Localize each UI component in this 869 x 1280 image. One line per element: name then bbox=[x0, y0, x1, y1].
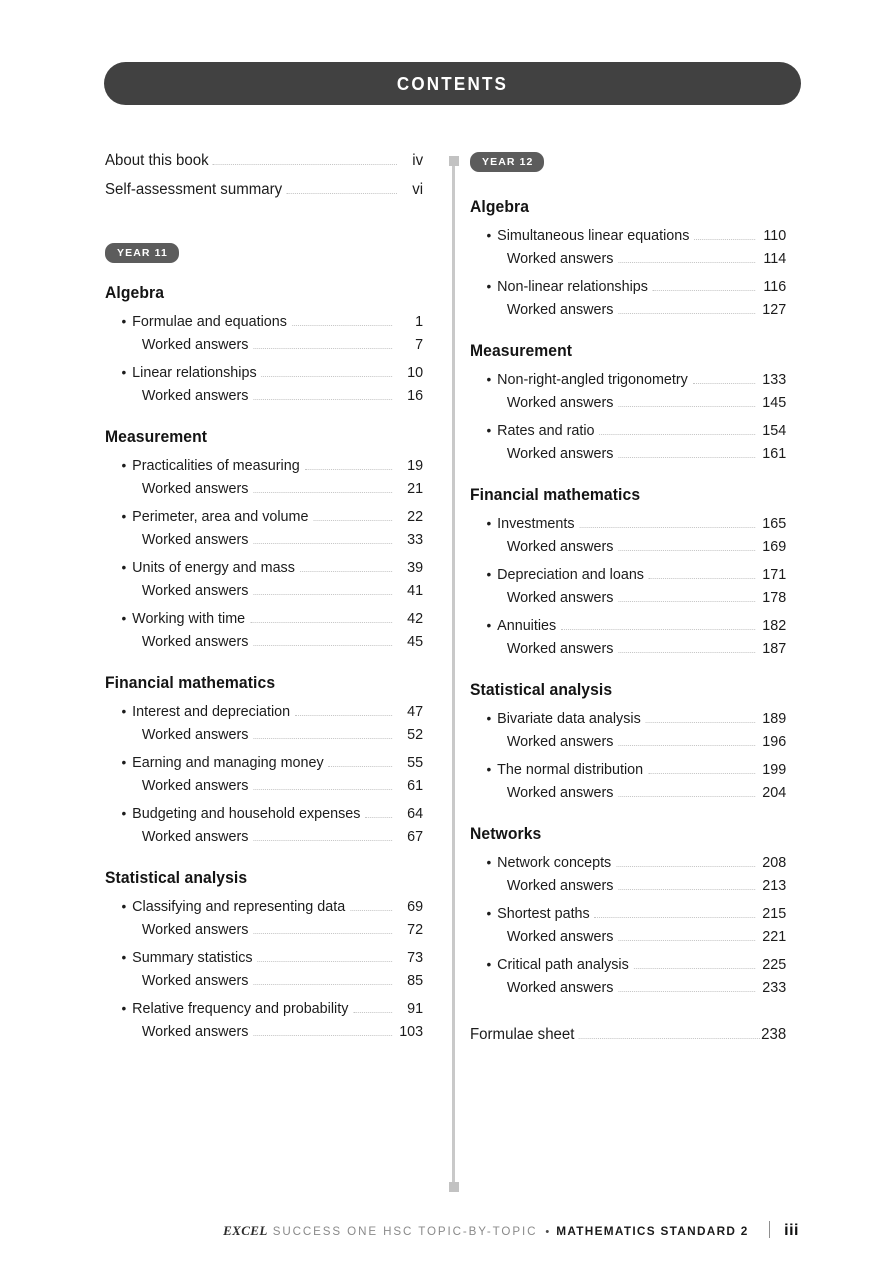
toc-entry-label: Simultaneous linear equations bbox=[497, 228, 690, 244]
toc-page-number: 67 bbox=[407, 829, 424, 845]
toc-tail-row[interactable] bbox=[470, 1026, 786, 1044]
toc-topic-row[interactable] bbox=[470, 567, 786, 583]
toc-entry-label: Worked answers bbox=[506, 641, 614, 657]
dot-leader bbox=[693, 383, 755, 384]
dot-leader bbox=[618, 652, 755, 653]
column-divider bbox=[452, 158, 455, 1190]
toc-entry-label: Worked answers bbox=[141, 727, 249, 743]
toc-page-number: iv bbox=[412, 152, 424, 169]
toc-page-number: 199 bbox=[762, 762, 787, 778]
dot-leader bbox=[599, 434, 755, 435]
dot-leader bbox=[618, 313, 755, 314]
dot-leader bbox=[213, 164, 397, 165]
toc-entry-row[interactable] bbox=[105, 337, 423, 353]
toc-entry-label: Worked answers bbox=[506, 734, 614, 750]
toc-topic-row[interactable] bbox=[105, 806, 423, 822]
bullet-icon: • bbox=[486, 371, 492, 387]
dot-leader bbox=[618, 457, 755, 458]
toc-entry-label: Network concepts bbox=[497, 855, 612, 871]
dot-leader bbox=[618, 889, 755, 890]
toc-entry-label: Earning and managing money bbox=[132, 755, 324, 771]
toc-page-number: 213 bbox=[762, 878, 787, 894]
bullet-icon: • bbox=[121, 364, 127, 380]
toc-page-number: 47 bbox=[407, 704, 424, 720]
toc-topic-row[interactable] bbox=[470, 957, 786, 973]
dot-leader bbox=[648, 773, 755, 774]
toc-section bbox=[470, 825, 796, 996]
dot-leader bbox=[313, 520, 392, 521]
toc-entry-label: Rates and ratio bbox=[497, 423, 595, 439]
toc-entry-label: Worked answers bbox=[506, 980, 614, 996]
dot-leader bbox=[305, 469, 393, 470]
dot-leader bbox=[253, 492, 392, 493]
toc-entry-label: The normal distribution bbox=[497, 762, 644, 778]
right-sections bbox=[470, 198, 796, 996]
bullet-icon: • bbox=[121, 508, 127, 524]
toc-entry-label: Worked answers bbox=[141, 583, 249, 599]
toc-entry-label: Non-right-angled trigonometry bbox=[497, 372, 688, 388]
toc-entry-row[interactable] bbox=[470, 446, 786, 462]
toc-page-number: 178 bbox=[762, 590, 787, 606]
dot-leader bbox=[257, 961, 392, 962]
year-badge-11: YEAR 11 bbox=[105, 243, 179, 263]
toc-entry-row[interactable] bbox=[470, 302, 786, 318]
toc-section bbox=[470, 681, 796, 801]
toc-page-number: 221 bbox=[762, 929, 787, 945]
footer-page-number: iii bbox=[784, 1222, 799, 1239]
toc-topic-row[interactable] bbox=[105, 314, 423, 330]
toc-page-number: 196 bbox=[762, 734, 787, 750]
dot-leader bbox=[295, 715, 392, 716]
toc-topic-row[interactable] bbox=[105, 365, 423, 381]
bullet-icon: • bbox=[486, 761, 492, 777]
toc-page-number: 39 bbox=[407, 560, 424, 576]
bullet-icon: • bbox=[486, 617, 492, 633]
dot-leader bbox=[561, 629, 755, 630]
dot-leader bbox=[649, 578, 755, 579]
toc-page-number: 91 bbox=[407, 1001, 424, 1017]
dot-leader bbox=[253, 1035, 392, 1036]
toc-entry-label: About this book bbox=[105, 152, 209, 169]
toc-entry-row[interactable] bbox=[105, 583, 423, 599]
toc-entry-label: Worked answers bbox=[141, 1024, 249, 1040]
toc-entry-label: Worked answers bbox=[506, 878, 614, 894]
toc-entry-row[interactable] bbox=[105, 778, 423, 794]
toc-entry-row[interactable] bbox=[105, 727, 423, 743]
toc-entry-label: Worked answers bbox=[506, 302, 614, 318]
footer-divider-rule bbox=[769, 1221, 771, 1238]
dot-leader bbox=[618, 406, 755, 407]
toc-page-number: 154 bbox=[762, 423, 787, 439]
toc-entry-label: Worked answers bbox=[141, 778, 249, 794]
toc-left-column bbox=[105, 152, 433, 1040]
toc-entry-row[interactable] bbox=[470, 395, 786, 411]
toc-entry-label: Worked answers bbox=[506, 785, 614, 801]
toc-entry-label: Depreciation and loans bbox=[497, 567, 644, 583]
dot-leader bbox=[261, 376, 392, 377]
dot-leader bbox=[579, 527, 755, 528]
toc-entry-label: Investments bbox=[497, 516, 575, 532]
dot-leader bbox=[253, 348, 392, 349]
bullet-icon: • bbox=[121, 805, 127, 821]
toc-entry-label: Critical path analysis bbox=[497, 957, 629, 973]
dot-leader bbox=[646, 722, 756, 723]
toc-page-number: 16 bbox=[407, 388, 424, 404]
toc-entry-row[interactable] bbox=[470, 539, 786, 555]
toc-page-number: 187 bbox=[762, 641, 787, 657]
dot-leader bbox=[300, 571, 392, 572]
toc-page-number: 45 bbox=[407, 634, 424, 650]
toc-entry-row[interactable] bbox=[470, 785, 786, 801]
toc-section-heading: Financial mathematics bbox=[105, 674, 276, 692]
toc-section bbox=[470, 342, 796, 462]
toc-page-number: 133 bbox=[762, 372, 787, 388]
toc-page-number: 61 bbox=[407, 778, 424, 794]
toc-topic-row[interactable] bbox=[105, 509, 423, 525]
toc-entry-label: Interest and depreciation bbox=[132, 704, 291, 720]
footer-separator-dot: • bbox=[545, 1226, 550, 1238]
toc-entry-row[interactable] bbox=[105, 481, 423, 497]
toc-page-number: 189 bbox=[762, 711, 787, 727]
toc-entry-label: Classifying and representing data bbox=[132, 899, 346, 915]
toc-topic-row[interactable] bbox=[470, 228, 786, 244]
dot-leader bbox=[618, 550, 755, 551]
toc-entry-label: Perimeter, area and volume bbox=[132, 509, 309, 525]
bullet-icon: • bbox=[486, 422, 492, 438]
toc-entry-label: Worked answers bbox=[141, 634, 249, 650]
toc-entry-label: Worked answers bbox=[141, 337, 249, 353]
toc-page-number: 10 bbox=[407, 365, 424, 381]
toc-entry-label: Working with time bbox=[132, 611, 246, 627]
toc-page-number: 215 bbox=[762, 906, 787, 922]
toc-entry-label: Worked answers bbox=[141, 388, 249, 404]
toc-entry-label: Non-linear relationships bbox=[497, 279, 648, 295]
toc-entry-row[interactable] bbox=[105, 829, 423, 845]
toc-entry-row[interactable] bbox=[105, 1024, 423, 1040]
toc-section bbox=[105, 674, 433, 845]
dot-leader bbox=[618, 940, 755, 941]
toc-entry-row[interactable] bbox=[105, 181, 423, 199]
toc-page-number: 114 bbox=[763, 251, 787, 267]
dot-leader bbox=[250, 622, 392, 623]
toc-topic-row[interactable] bbox=[470, 279, 786, 295]
right-tail-entries bbox=[470, 1026, 796, 1044]
bullet-icon: • bbox=[486, 710, 492, 726]
toc-page-number: 145 bbox=[762, 395, 787, 411]
dot-leader bbox=[350, 910, 392, 911]
dot-leader bbox=[595, 917, 756, 918]
toc-entry-label: Worked answers bbox=[506, 539, 614, 555]
toc-entry-label: Worked answers bbox=[506, 590, 614, 606]
contents-header-bar bbox=[104, 62, 801, 105]
toc-entry-row[interactable] bbox=[470, 878, 786, 894]
toc-page-number: 161 bbox=[762, 446, 787, 462]
toc-section bbox=[105, 869, 433, 1040]
toc-topic-row[interactable] bbox=[105, 560, 423, 576]
toc-entry-label: Units of energy and mass bbox=[132, 560, 295, 576]
toc-entry-row[interactable] bbox=[105, 532, 423, 548]
toc-page-number: 171 bbox=[762, 567, 787, 583]
bullet-icon: • bbox=[121, 1000, 127, 1016]
dot-leader bbox=[253, 933, 392, 934]
toc-section bbox=[105, 284, 433, 404]
toc-entry-label: Worked answers bbox=[141, 829, 249, 845]
dot-leader bbox=[253, 984, 392, 985]
toc-section bbox=[470, 486, 796, 657]
toc-page-number: 21 bbox=[407, 481, 424, 497]
dot-leader bbox=[616, 866, 755, 867]
toc-entry-row[interactable] bbox=[470, 590, 786, 606]
dot-leader bbox=[578, 1038, 760, 1039]
bullet-icon: • bbox=[486, 278, 492, 294]
toc-entry-label: Practicalities of measuring bbox=[132, 458, 300, 474]
toc-topic-row[interactable] bbox=[470, 711, 786, 727]
bullet-icon: • bbox=[486, 956, 492, 972]
toc-topic-row[interactable] bbox=[470, 372, 786, 388]
toc-section-heading: Statistical analysis bbox=[105, 869, 248, 887]
toc-page-number: 127 bbox=[762, 302, 787, 318]
toc-page-number: 208 bbox=[762, 855, 787, 871]
toc-page-number: 204 bbox=[762, 785, 787, 801]
toc-page-number: 42 bbox=[407, 611, 424, 627]
toc-entry-label: Worked answers bbox=[506, 929, 614, 945]
toc-page-number: 169 bbox=[762, 539, 787, 555]
toc-page-number: 116 bbox=[763, 279, 787, 295]
toc-topic-row[interactable] bbox=[105, 1001, 423, 1017]
toc-topic-row[interactable] bbox=[470, 855, 786, 871]
toc-entry-label: Shortest paths bbox=[497, 906, 590, 922]
dot-leader bbox=[618, 601, 755, 602]
toc-entry-row[interactable] bbox=[105, 388, 423, 404]
dot-leader bbox=[253, 645, 392, 646]
toc-topic-row[interactable] bbox=[105, 755, 423, 771]
bullet-icon: • bbox=[121, 610, 127, 626]
dot-leader bbox=[253, 543, 392, 544]
toc-entry-row[interactable] bbox=[105, 973, 423, 989]
dot-leader bbox=[353, 1012, 392, 1013]
toc-entry-label: Annuities bbox=[497, 618, 557, 634]
toc-page-number: 22 bbox=[407, 509, 424, 525]
toc-topic-row[interactable] bbox=[470, 423, 786, 439]
toc-entry-row[interactable] bbox=[105, 922, 423, 938]
toc-page-number: vi bbox=[412, 181, 424, 198]
dot-leader bbox=[634, 968, 756, 969]
bullet-icon: • bbox=[486, 515, 492, 531]
bullet-icon: • bbox=[121, 457, 127, 473]
front-matter-list bbox=[105, 152, 433, 199]
dot-leader bbox=[618, 745, 755, 746]
toc-page-number: 7 bbox=[415, 337, 424, 353]
toc-page-number: 233 bbox=[762, 980, 787, 996]
dot-leader bbox=[292, 325, 392, 326]
dot-leader bbox=[253, 840, 392, 841]
toc-topic-row[interactable] bbox=[105, 458, 423, 474]
dot-leader bbox=[253, 738, 392, 739]
toc-entry-row[interactable] bbox=[105, 634, 423, 650]
footer-series: SUCCESS ONE HSC TOPIC-BY-TOPIC bbox=[272, 1225, 538, 1238]
toc-page-number: 69 bbox=[407, 899, 424, 915]
toc-page-number: 110 bbox=[763, 228, 787, 244]
toc-entry-row[interactable] bbox=[470, 734, 786, 750]
toc-entry-label: Linear relationships bbox=[132, 365, 257, 381]
left-sections bbox=[105, 284, 433, 1040]
toc-entry-label: Bivariate data analysis bbox=[497, 711, 641, 727]
toc-page-number: 72 bbox=[407, 922, 424, 938]
toc-page-number: 1 bbox=[415, 314, 424, 330]
toc-entry-row[interactable] bbox=[470, 251, 786, 267]
bullet-icon: • bbox=[486, 905, 492, 921]
bullet-icon: • bbox=[121, 898, 127, 914]
toc-section-heading: Networks bbox=[470, 825, 542, 843]
toc-entry-label: Self-assessment summary bbox=[105, 181, 283, 198]
toc-entry-label: Formulae sheet bbox=[470, 1026, 575, 1043]
page-footer bbox=[0, 1218, 869, 1240]
toc-section-heading: Statistical analysis bbox=[470, 681, 613, 699]
dot-leader bbox=[618, 796, 755, 797]
toc-page-number: 225 bbox=[762, 957, 787, 973]
bullet-icon: • bbox=[121, 313, 127, 329]
bullet-icon: • bbox=[121, 949, 127, 965]
dot-leader bbox=[329, 766, 393, 767]
toc-entry-label: Summary statistics bbox=[132, 950, 253, 966]
toc-topic-row[interactable] bbox=[470, 516, 786, 532]
toc-topic-row[interactable] bbox=[470, 906, 786, 922]
toc-page-number: 103 bbox=[399, 1024, 424, 1040]
dot-leader bbox=[253, 399, 392, 400]
footer-brand: EXCEL bbox=[223, 1223, 268, 1238]
toc-topic-row[interactable] bbox=[105, 950, 423, 966]
toc-entry-row[interactable] bbox=[470, 641, 786, 657]
toc-page-number: 165 bbox=[762, 516, 787, 532]
bullet-icon: • bbox=[486, 227, 492, 243]
toc-page-number: 238 bbox=[761, 1026, 787, 1043]
dot-leader bbox=[618, 991, 755, 992]
toc-section bbox=[470, 198, 796, 318]
dot-leader bbox=[618, 262, 755, 263]
dot-leader bbox=[286, 193, 397, 194]
toc-entry-label: Worked answers bbox=[506, 446, 614, 462]
toc-entry-label: Worked answers bbox=[506, 251, 614, 267]
toc-page-number: 85 bbox=[407, 973, 424, 989]
toc-page-number: 19 bbox=[407, 458, 424, 474]
toc-page-number: 182 bbox=[762, 618, 787, 634]
toc-topic-row[interactable] bbox=[105, 704, 423, 720]
dot-leader bbox=[365, 817, 392, 818]
toc-topic-row[interactable] bbox=[105, 899, 423, 915]
toc-entry-label: Formulae and equations bbox=[132, 314, 287, 330]
toc-entry-row[interactable] bbox=[470, 929, 786, 945]
year-badge-12: YEAR 12 bbox=[470, 152, 544, 172]
toc-entry-row[interactable] bbox=[105, 152, 423, 170]
toc-topic-row[interactable] bbox=[105, 611, 423, 627]
bullet-icon: • bbox=[121, 559, 127, 575]
toc-entry-label: Worked answers bbox=[141, 922, 249, 938]
page-title: CONTENTS bbox=[396, 72, 509, 94]
bullet-icon: • bbox=[121, 703, 127, 719]
toc-entry-label: Worked answers bbox=[141, 532, 249, 548]
bullet-icon: • bbox=[486, 854, 492, 870]
toc-page-number: 64 bbox=[407, 806, 424, 822]
toc-page-number: 55 bbox=[407, 755, 424, 771]
dot-leader bbox=[694, 239, 755, 240]
toc-entry-label: Budgeting and household expenses bbox=[132, 806, 361, 822]
toc-entry-label: Worked answers bbox=[506, 395, 614, 411]
toc-entry-label: Relative frequency and probability bbox=[132, 1001, 349, 1017]
toc-section bbox=[105, 428, 433, 650]
toc-page-number: 41 bbox=[407, 583, 424, 599]
toc-page-number: 73 bbox=[407, 950, 424, 966]
toc-topic-row[interactable] bbox=[470, 762, 786, 778]
dot-leader bbox=[253, 594, 392, 595]
toc-section-heading: Algebra bbox=[470, 198, 530, 216]
dot-leader bbox=[653, 290, 755, 291]
toc-entry-label: Worked answers bbox=[141, 481, 249, 497]
bullet-icon: • bbox=[486, 566, 492, 582]
toc-section-heading: Financial mathematics bbox=[470, 486, 641, 504]
footer-subject: MATHEMATICS STANDARD 2 bbox=[556, 1224, 749, 1238]
toc-entry-row[interactable] bbox=[470, 980, 786, 996]
bullet-icon: • bbox=[121, 754, 127, 770]
toc-section-heading: Measurement bbox=[470, 342, 573, 360]
toc-section-heading: Measurement bbox=[105, 428, 208, 446]
toc-page-number: 33 bbox=[407, 532, 424, 548]
toc-page-number: 52 bbox=[407, 727, 424, 743]
toc-entry-label: Worked answers bbox=[141, 973, 249, 989]
toc-topic-row[interactable] bbox=[470, 618, 786, 634]
toc-section-heading: Algebra bbox=[105, 284, 165, 302]
toc-right-column bbox=[470, 152, 796, 1055]
dot-leader bbox=[253, 789, 392, 790]
